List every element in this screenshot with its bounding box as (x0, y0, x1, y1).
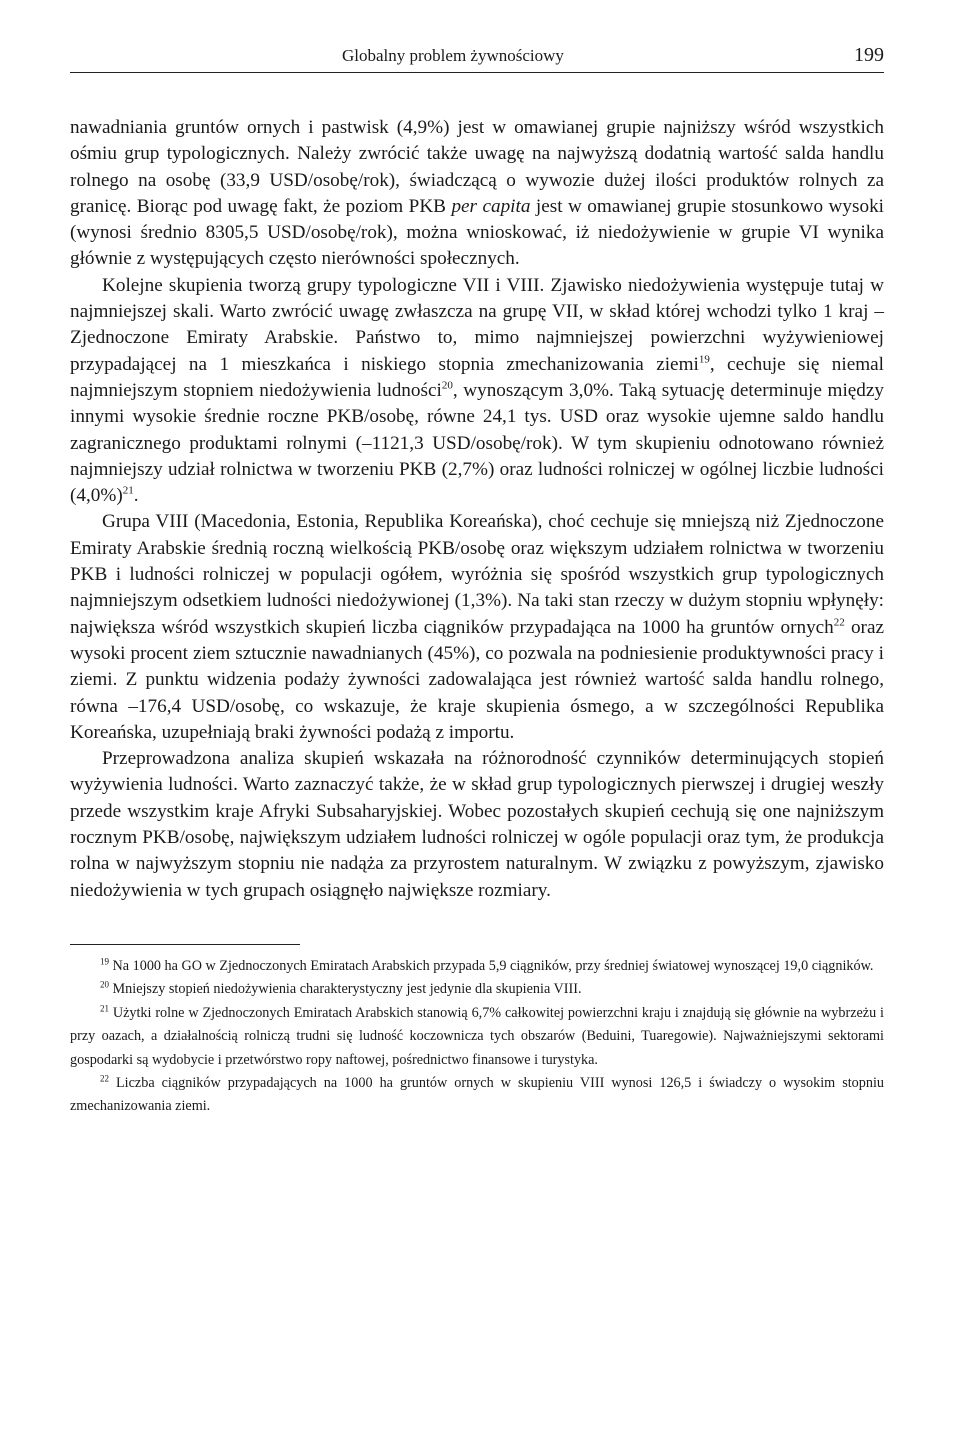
paragraph-text: , cechuje się niemal najmniejszym stopniem niedożywienia ludności (70, 353, 884, 401)
footnote-text: Mniejszy stopień niedożywienia charakterystyczny jest jedynie dla skupienia VIII. (109, 981, 582, 998)
paragraph-text: Grupa VIII (Macedonia, Estonia, Republika Koreańska), choć cechuje się mniejszą niż Zjednoczone Emiraty Arabskie średnią roczną wielkością PKB/osobę oraz większym udziałem rolnictwa w tworzeniu PKB i ludności rolniczej w populacji ogółem, wyróżnia się spośród wszystkich grup typologicznych najmniejszym odsetkiem ludności niedożywionej (1,3%). Na taki stan rzeczy w dużym stopniu wpłynęły: największa wśród wszystkich skupień liczba ciągników przypadająca na 1000 ha gruntów ornych (70, 511, 884, 638)
paragraph-2 (70, 273, 884, 510)
footnotes (70, 955, 884, 1119)
footnote-number: 20 (100, 979, 109, 990)
footnote-text: Użytki rolne w Zjednoczonych Emiratach Arabskich stanowią 6,7% całkowitej powierzchni kraju i znajdują się głównie na wybrzeżu i przy oazach, a działalnością rolniczą trudni się ludność koczownicza tych obszarów (Beduini, Tuaregowie). Najważniejszymi sektorami gospodarki są wydobycie i przetwórstwo ropy naftowej, pośrednictwo finansowe i turystyka. (70, 1004, 884, 1068)
paragraph-text: , wynoszącym 3,0%. Taką sytuację determinuje między innymi wysokie średnie roczne PKB/osobę, równe 24,1 tys. USD oraz wysokie ujemne saldo handlu zagranicznego produktami rolnymi (–1121,3 USD/osobę/rok). W tym skupieniu odnotowano również najmniejszy udział rolnictwa w tworzeniu PKB (2,7%) oraz ludności rolniczej w ogólnej liczbie ludności (4,0%) (70, 379, 884, 507)
paragraph-text: jest w omawianej grupie stosunkowo wysoki (wynosi średnio 8305,5 USD/osobę/rok), można wnioskować, iż niedożywienie w grupie VI wynika głównie z występujących często nierówności społecznych. (70, 195, 884, 270)
italic-term: per capita (451, 195, 531, 217)
footnote-number: 22 (100, 1073, 109, 1084)
footnote-number: 19 (100, 956, 109, 967)
running-title: Globalny problem żywnościowy (342, 46, 564, 65)
footnote-ref-19[interactable]: 19 (698, 353, 710, 366)
footnote-22 (70, 1072, 884, 1119)
footnote-separator (70, 944, 300, 945)
paragraph-4: Przeprowadzona analiza skupień wskazała na różnorodność czynników determinujących stopień wyżywienia ludności. Warto zaznaczyć także, że w skład grup typologicznych pierwszej i drugiej weszły przede wszystkim kraje Afryki Subsaharyjskiej. Wobec pozostałych skupień cechują się one najniższym rocznym PKB/osobę, największym udziałem ludności rolniczej w ogóle populacji oraz tym, że produkcja rolna w najwyższym stopniu nie nadąża za przyrostem naturalnym. W związku z powyższym, zjawisko niedożywienia w tych grupach osiągnęło największe rozmiary. (70, 748, 884, 901)
paragraph-3 (70, 509, 884, 746)
footnote-text: Na 1000 ha GO w Zjednoczonych Emiratach Arabskich przypada 5,9 ciągników, przy średniej światowej wynoszącej 19,0 ciągników. (109, 957, 874, 974)
footnote-19 (70, 955, 884, 978)
footnote-21 (70, 1002, 884, 1072)
footnote-number: 21 (100, 1002, 109, 1013)
paragraph-text: . (133, 485, 139, 507)
paragraph-text: Kolejne skupienia tworzą grupy typologiczne VII i VIII. Zjawisko niedożywienia występuje tutaj w najmniejszej skali. Warto zwrócić uwagę zwłaszcza na grupę VII, w skład której wchodzi tylko 1 kraj – Zjednoczone Emiraty Arabskie. Państwo to, mimo najmniejszej powierzchni wyżywieniowej przypadającej na 1 mieszkańca i niskiego stopnia zmechanizowania ziemi (70, 274, 884, 375)
footnote-ref-22[interactable]: 22 (833, 616, 845, 629)
paragraph-text: oraz wysoki procent ziem sztucznie nawadnianych (45%), co pozwala na podniesienie produktywności pracy i ziemi. Z punktu widzenia podaży żywności zadowalająca jest również wartość salda handlu rolnego, równa –176,4 USD/osobę, co wskazuje, że kraje skupienia ósmego, a w szczególności Republika Koreańska, uzupełniają braki żywności podażą z importu. (70, 616, 884, 743)
footnote-ref-21[interactable]: 21 (122, 484, 134, 497)
footnote-ref-20[interactable]: 20 (441, 379, 453, 392)
paragraph-1 (70, 115, 884, 273)
paragraph-text: nawadniania gruntów ornych i pastwisk (4,9%) jest w omawianej grupie najniższy wśród wszystkich ośmiu grup typologicznych. Należy zwrócić także uwagę na najwyższą dodatnią wartość salda handlu rolnego na osobę (33,9 USD/osobę/rok), świadczącą o wywozie dużej ilości produktów rolnych za granicę. Biorąc pod uwagę fakt, że poziom PKB (70, 117, 884, 217)
page-number: 199 (854, 44, 884, 66)
footnote-text: Liczba ciągników przypadających na 1000 ha gruntów ornych w skupieniu VIII wynosi 126,5 i świadczy o wysokim stopniu zmechanizowania ziemi. (70, 1074, 884, 1115)
footnote-20 (70, 978, 884, 1001)
running-header (70, 44, 884, 73)
main-text (70, 115, 884, 904)
